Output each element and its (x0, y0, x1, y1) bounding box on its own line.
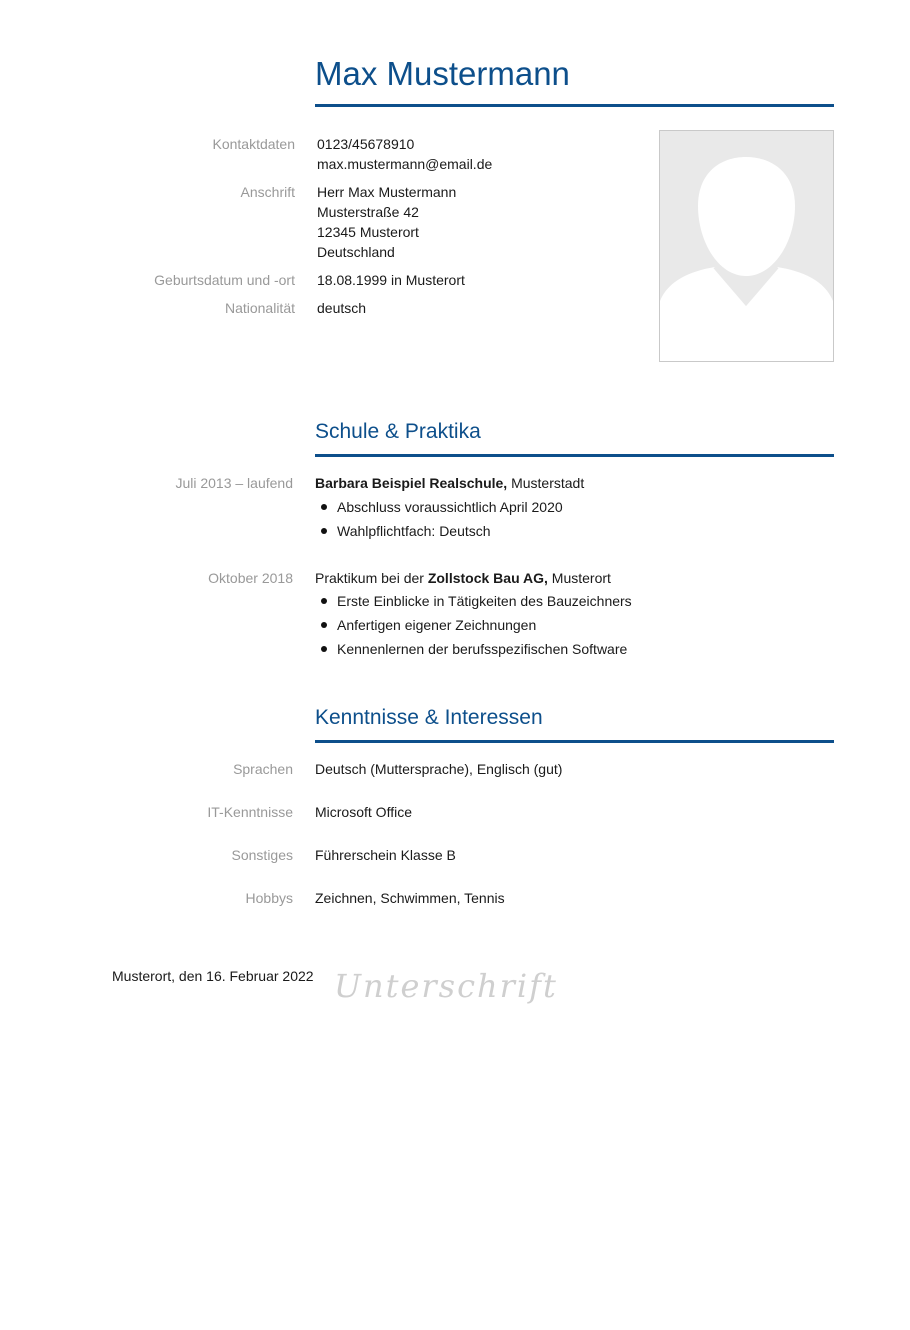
section-title-skills: Kenntnisse & Interessen (315, 706, 543, 729)
education-bullets (315, 495, 584, 543)
internship-heading (315, 568, 632, 588)
list-item-text: Wahlpflichtfach: Deutsch (337, 523, 491, 539)
address-value (317, 182, 456, 262)
address-label: Anschrift (240, 184, 295, 200)
header-divider (315, 104, 834, 107)
cv-name-title: Max Mustermann (315, 55, 570, 92)
birth-value: 18.08.1999 in Musterort (317, 272, 465, 288)
skill-value-it: Microsoft Office (315, 804, 412, 820)
education-divider (315, 454, 834, 457)
skill-label-it: IT-Kenntnisse (207, 804, 293, 820)
signature: Unterschrift (334, 967, 558, 1005)
skill-value-hobbies: Zeichnen, Schwimmen, Tennis (315, 890, 505, 906)
profile-photo (659, 130, 834, 362)
address-line: Deutschland (317, 244, 395, 260)
internship-bullets (315, 589, 632, 661)
school-location: Musterstadt (507, 475, 585, 491)
skill-value-languages: Deutsch (Muttersprache), Englisch (gut) (315, 761, 563, 777)
education-entry (315, 473, 584, 543)
birth-label: Geburtsdatum und -ort (154, 272, 295, 288)
internship-prefix: Praktikum bei der (315, 570, 428, 586)
list-item-text: Anfertigen eigener Zeichnungen (337, 617, 537, 633)
list-item (315, 613, 632, 637)
skills-divider (315, 740, 834, 743)
list-item-text: Abschluss voraussichtlich April 2020 (337, 499, 563, 515)
nationality-value: deutsch (317, 300, 367, 316)
skill-value-other: Führerschein Klasse B (315, 847, 456, 863)
bullet-icon (321, 598, 327, 604)
school-name: Barbara Beispiel Realschule, (315, 475, 508, 491)
education-date: Juli 2013 – laufend (175, 475, 293, 491)
company-location: Musterort (547, 570, 611, 586)
section-title-education: Schule & Praktika (315, 420, 481, 443)
email-address: max.mustermann@email.de (317, 156, 493, 172)
nationality-label: Nationalität (224, 300, 295, 316)
bullet-icon (321, 622, 327, 628)
address-line: Musterstraße 42 (317, 204, 419, 220)
person-silhouette-icon (660, 131, 833, 361)
list-item (315, 637, 632, 661)
list-item-text: Erste Einblicke in Tätigkeiten des Bauzeichners (337, 593, 632, 609)
education-heading (315, 473, 584, 493)
company-name: Zollstock Bau AG, (427, 570, 548, 586)
address-line: 12345 Musterort (317, 224, 419, 240)
internship-date: Oktober 2018 (208, 570, 293, 586)
internship-entry (315, 568, 632, 661)
bullet-icon (321, 504, 327, 510)
skill-label-other: Sonstiges (231, 847, 293, 863)
list-item (315, 519, 584, 543)
list-item (315, 495, 584, 519)
phone-number: 0123/45678910 (317, 136, 415, 152)
address-line: Herr Max Mustermann (317, 184, 457, 200)
contact-label: Kontaktdaten (212, 136, 295, 152)
skill-label-hobbies: Hobbys (245, 890, 293, 906)
bullet-icon (321, 646, 327, 652)
place-date: Musterort, den 16. Februar 2022 (112, 968, 314, 984)
bullet-icon (321, 528, 327, 534)
skill-label-languages: Sprachen (233, 761, 293, 777)
list-item (315, 589, 632, 613)
list-item-text: Kennenlernen der berufsspezifischen Software (337, 641, 628, 657)
contact-value (317, 134, 492, 174)
